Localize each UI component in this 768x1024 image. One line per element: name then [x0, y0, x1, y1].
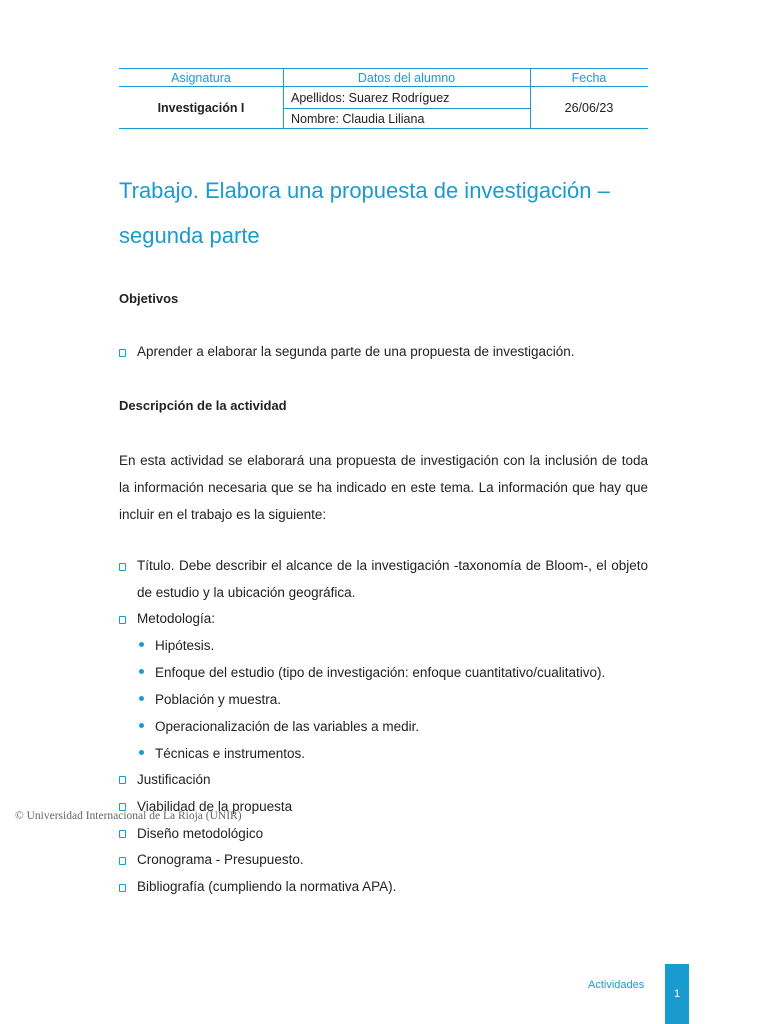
sub-list-item: Población y muestra. — [155, 692, 282, 707]
student-name: Nombre: Claudia Liliana — [291, 111, 425, 126]
date-value: 26/06/23 — [564, 101, 614, 115]
square-bullet-icon — [119, 776, 126, 784]
list-item: Bibliografía (cumpliendo la normativa APA). — [137, 879, 397, 894]
table-divider — [530, 68, 531, 129]
list-item: Viabilidad de la propuesta — [137, 799, 293, 814]
subject-value: Investigación I — [157, 101, 245, 115]
copyright-notice: © Universidad Internacional de La Rioja (UNIR) — [15, 810, 242, 822]
title-line-1: Trabajo. Elabora una propuesta de investigación – — [119, 178, 610, 203]
table-bottom-border — [119, 128, 648, 129]
student-surnames: Apellidos: Suarez Rodríguez — [291, 90, 450, 105]
dot-bullet-icon — [139, 669, 144, 674]
square-bullet-icon — [119, 349, 126, 357]
square-bullet-icon — [119, 857, 126, 865]
list-item: Diseño metodológico — [137, 826, 264, 841]
description-heading: Descripción de la actividad — [119, 398, 287, 413]
sub-list-item: Técnicas e instrumentos. — [155, 746, 306, 761]
list-item: Cronograma - Presupuesto. — [137, 852, 304, 867]
dot-bullet-icon — [139, 642, 144, 647]
sub-list-item: Operacionalización de las variables a medir. — [155, 719, 420, 734]
square-bullet-icon — [119, 616, 126, 624]
objectives-heading: Objetivos — [119, 291, 179, 306]
square-bullet-icon — [119, 830, 126, 838]
table-divider — [283, 108, 530, 109]
header-table — [119, 68, 648, 129]
sub-list-item: Enfoque del estudio (tipo de investigación: enfoque cuantitativo/cualitativo). — [155, 665, 606, 680]
dot-bullet-icon — [139, 750, 144, 755]
header-col-date: Fecha — [530, 68, 648, 87]
description-paragraph: En esta actividad se elaborará una propuesta de investigación con la inclusión de toda la información necesaria que se ha indicado en este tema. La información que hay que incluir en el trabajo es la siguiente: — [119, 453, 648, 522]
title-line-2: segunda parte — [119, 223, 260, 248]
header-col-student: Datos del alumno — [283, 68, 530, 87]
objective-item: Aprender a elaborar la segunda parte de una propuesta de investigación. — [137, 344, 575, 359]
header-col-subject: Asignatura — [119, 68, 283, 87]
list-item-titulo: Título. Debe describir el alcance de la investigación -taxonomía de Bloom-, el objeto de estudio y la ubicación geográfica. — [137, 558, 648, 600]
dot-bullet-icon — [139, 723, 144, 728]
sub-list-item: Hipótesis. — [155, 638, 215, 653]
square-bullet-icon — [119, 884, 126, 892]
footer-section-label: Actividades — [588, 979, 645, 991]
square-bullet-icon — [119, 563, 126, 571]
page-number: 1 — [665, 964, 689, 1024]
table-divider — [283, 68, 284, 129]
list-item: Justificación — [137, 772, 211, 787]
dot-bullet-icon — [139, 696, 144, 701]
list-item-metodologia: Metodología: — [137, 611, 216, 626]
page-title — [119, 168, 659, 258]
